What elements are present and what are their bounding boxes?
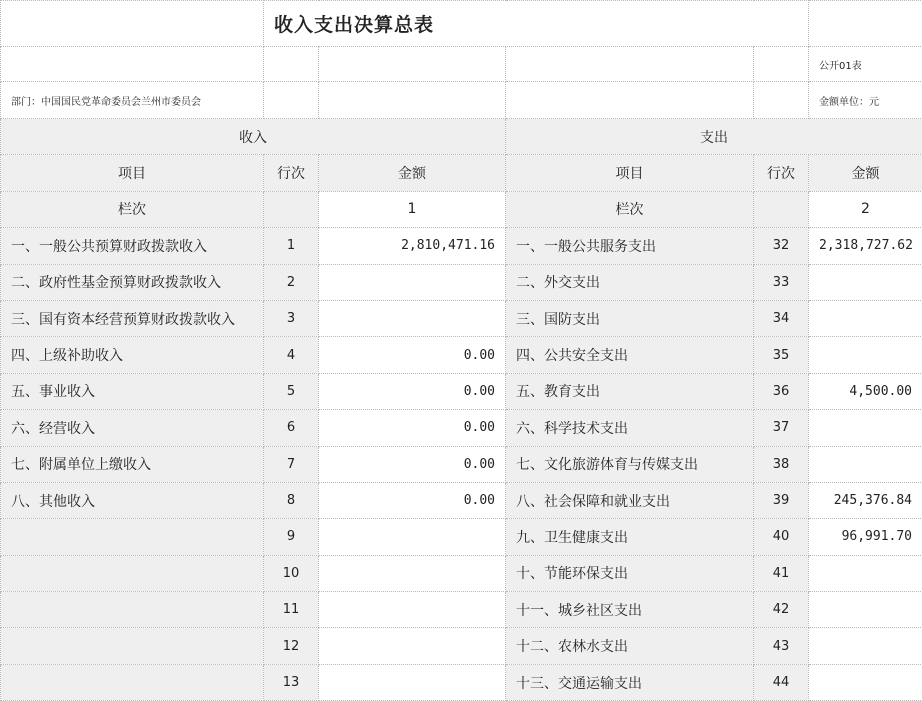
blank-cell [319, 47, 506, 82]
expense-amount: 96,991.70 [809, 519, 922, 555]
expense-amount [809, 664, 922, 700]
expense-item: 二、外交支出 [506, 264, 754, 300]
income-amount: 0.00 [319, 482, 506, 518]
blank-cell [319, 82, 506, 119]
table-row [1, 628, 922, 664]
income-col-number: 1 [319, 191, 506, 227]
expense-amount-header: 金额 [809, 155, 922, 191]
table-row [1, 228, 922, 264]
blank-cell [809, 1, 922, 47]
expense-item-header: 项目 [506, 155, 754, 191]
table-row [1, 664, 922, 700]
expense-row-number: 37 [754, 410, 809, 446]
blank-cell [1, 1, 264, 47]
income-row-number: 13 [264, 664, 319, 700]
income-row-number: 7 [264, 446, 319, 482]
expense-row-number: 35 [754, 337, 809, 373]
income-row-number: 10 [264, 555, 319, 591]
expense-amount [809, 446, 922, 482]
income-amount [319, 519, 506, 555]
income-amount [319, 264, 506, 300]
blank-cell [264, 82, 319, 119]
expense-row-header: 行次 [754, 155, 809, 191]
expense-amount: 245,376.84 [809, 482, 922, 518]
expense-amount: 2,318,727.62 [809, 228, 922, 264]
table-row [1, 555, 922, 591]
table-row [1, 337, 922, 373]
blank-cell [264, 47, 319, 82]
income-amount: 0.00 [319, 446, 506, 482]
income-row-number: 1 [264, 228, 319, 264]
form-number: 公开01表 [809, 47, 922, 82]
income-item: 五、事业收入 [1, 373, 264, 409]
expense-item: 一、一般公共服务支出 [506, 228, 754, 264]
income-row-number: 4 [264, 337, 319, 373]
expense-row-number: 41 [754, 555, 809, 591]
income-lanci: 栏次 [1, 191, 264, 227]
expense-item: 六、科学技术支出 [506, 410, 754, 446]
income-item [1, 664, 264, 700]
income-amount [319, 300, 506, 336]
expense-row-number: 32 [754, 228, 809, 264]
table-row [1, 300, 922, 336]
expense-row-number: 40 [754, 519, 809, 555]
income-amount: 0.00 [319, 373, 506, 409]
income-amount-header: 金额 [319, 155, 506, 191]
income-item [1, 555, 264, 591]
income-item: 七、附属单位上缴收入 [1, 446, 264, 482]
income-amount [319, 555, 506, 591]
income-item [1, 592, 264, 628]
expense-amount: 4,500.00 [809, 373, 922, 409]
expense-item: 四、公共安全支出 [506, 337, 754, 373]
income-amount: 0.00 [319, 337, 506, 373]
expense-item: 八、社会保障和就业支出 [506, 482, 754, 518]
blank-cell [506, 82, 754, 119]
expense-item: 七、文化旅游体育与传媒支出 [506, 446, 754, 482]
expense-item: 十、节能环保支出 [506, 555, 754, 591]
table-row [1, 264, 922, 300]
expense-row-number: 44 [754, 664, 809, 700]
income-amount: 0.00 [319, 410, 506, 446]
income-row-number: 3 [264, 300, 319, 336]
expense-item: 十二、农林水支出 [506, 628, 754, 664]
expense-row-number: 36 [754, 373, 809, 409]
expense-item: 十三、交通运输支出 [506, 664, 754, 700]
income-row-number: 11 [264, 592, 319, 628]
income-item: 四、上级补助收入 [1, 337, 264, 373]
expense-row-number: 38 [754, 446, 809, 482]
expense-amount [809, 264, 922, 300]
expense-amount [809, 410, 922, 446]
expense-row-number: 34 [754, 300, 809, 336]
blank-cell [754, 47, 809, 82]
expense-row-number: 43 [754, 628, 809, 664]
income-item: 三、国有资本经营预算财政拨款收入 [1, 300, 264, 336]
expense-item: 九、卫生健康支出 [506, 519, 754, 555]
table-row [1, 592, 922, 628]
income-row-header: 行次 [264, 155, 319, 191]
income-row-number: 6 [264, 410, 319, 446]
blank-cell [754, 82, 809, 119]
page-title: 收入支出决算总表 [264, 1, 809, 47]
expense-item: 五、教育支出 [506, 373, 754, 409]
blank-cell [754, 191, 809, 227]
income-row-number: 8 [264, 482, 319, 518]
expense-col-number: 2 [809, 191, 922, 227]
income-header: 收入 [1, 119, 506, 155]
income-amount [319, 592, 506, 628]
income-amount [319, 664, 506, 700]
blank-cell [264, 191, 319, 227]
expense-row-number: 33 [754, 264, 809, 300]
expense-amount [809, 555, 922, 591]
income-amount: 2,810,471.16 [319, 228, 506, 264]
expense-item: 十一、城乡社区支出 [506, 592, 754, 628]
expense-row-number: 42 [754, 592, 809, 628]
blank-cell [506, 47, 754, 82]
expense-amount [809, 628, 922, 664]
table-row [1, 410, 922, 446]
expense-amount [809, 592, 922, 628]
table-row [1, 519, 922, 555]
income-row-number: 12 [264, 628, 319, 664]
income-row-number: 9 [264, 519, 319, 555]
expense-amount [809, 337, 922, 373]
table-row [1, 482, 922, 518]
table-row [1, 446, 922, 482]
blank-cell [1, 47, 264, 82]
expense-item: 三、国防支出 [506, 300, 754, 336]
expense-amount [809, 300, 922, 336]
income-item-header: 项目 [1, 155, 264, 191]
income-item [1, 519, 264, 555]
income-item [1, 628, 264, 664]
table-row [1, 373, 922, 409]
income-item: 一、一般公共预算财政拨款收入 [1, 228, 264, 264]
income-amount [319, 628, 506, 664]
income-item: 六、经营收入 [1, 410, 264, 446]
expense-header: 支出 [506, 119, 922, 155]
income-item: 二、政府性基金预算财政拨款收入 [1, 264, 264, 300]
expense-row-number: 39 [754, 482, 809, 518]
income-row-number: 5 [264, 373, 319, 409]
unit-label: 金额单位：元 [809, 82, 922, 119]
income-row-number: 2 [264, 264, 319, 300]
expense-lanci: 栏次 [506, 191, 754, 227]
income-item: 八、其他收入 [1, 482, 264, 518]
department-label: 部门：中国国民党革命委员会兰州市委员会 [1, 82, 264, 119]
